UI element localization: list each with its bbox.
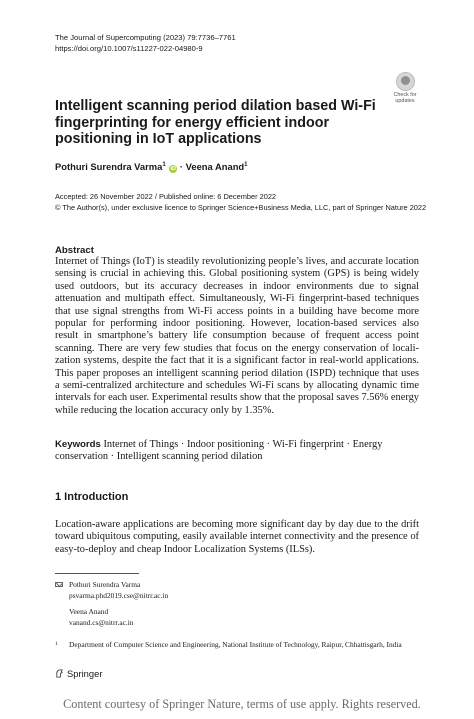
keywords-label: Keywords <box>55 439 101 450</box>
section-heading: 1 Introduction <box>55 491 129 503</box>
author-name[interactable]: Pothuri Surendra Varma <box>55 161 163 172</box>
journal-citation: The Journal of Supercomputing (2023) 79:7736–7761 <box>55 33 236 42</box>
check-updates-line1: Check for <box>393 92 417 98</box>
publication-info <box>55 191 435 213</box>
footnote-divider <box>55 573 139 574</box>
publisher-name: Springer <box>67 668 103 679</box>
section-text: Location-aware applications are becoming more significant day by day due to the drift toward ubiquitous computing, easily available internet connectivity and the presence of easy-to-deploy and cheap Indoor Localization Systems (ILSs). <box>55 519 419 555</box>
footnote-author-email[interactable]: vanand.cs@nitrr.ac.in <box>69 617 134 627</box>
paper-title: Intelligent scanning period dilation based Wi-Fi fingerprinting for energy efficient indoor positioning in IoT applications <box>55 98 376 147</box>
footnote-author-name: Veena Anand <box>69 607 109 617</box>
courtesy-notice: Content courtesy of Springer Nature, terms of use apply. Rights reserved. <box>63 697 421 711</box>
author-affiliation-marker: 1 <box>162 161 166 168</box>
springer-horse-logo <box>55 669 64 678</box>
check-updates-line2: updates <box>395 98 415 104</box>
keywords-text: Internet of Things · Indoor positioning · Wi-Fi fingerprint · Energy conservation · Intelligent scanning period dilation <box>55 439 383 463</box>
mail-icon <box>55 582 63 587</box>
footnotes <box>55 580 435 651</box>
copyright-line: © The Author(s), under exclusive licence to Springer Science+Business Media, LLC, part of Springer Nature 2022 <box>55 203 427 212</box>
author-separator: · <box>177 161 186 172</box>
author-affiliation-marker: 1 <box>244 161 248 168</box>
orcid-icon[interactable]: iD <box>170 166 177 172</box>
check-for-updates-badge[interactable] <box>388 72 422 104</box>
footnote-author-email[interactable]: psvarma.phd2019.cse@nitrr.ac.in <box>69 590 169 600</box>
coauthor <box>55 607 435 628</box>
footnote-author-name: Pothuri Surendra Varma <box>69 580 141 589</box>
dates-line: Accepted: 26 November 2022 / Published online: 6 December 2022 <box>55 192 277 201</box>
publisher-mark <box>55 668 102 679</box>
corresponding-author <box>55 580 435 601</box>
author-list <box>55 161 248 173</box>
affiliation <box>55 640 435 651</box>
keywords <box>55 439 419 464</box>
check-for-updates-icon <box>396 72 415 91</box>
affiliation-text: Department of Computer Science and Engineering, National Institute of Technology, Raipur, Chhattisgarh, India <box>69 640 402 650</box>
author-name[interactable]: Veena Anand <box>185 161 245 172</box>
abstract-heading: Abstract <box>55 245 94 256</box>
abstract-text: Internet of Things (IoT) is steadily revolutionizing people’s lives, and accurate location sensing is crucial in achieving this. Global positioning system (GPS) is being widely used outdoors, but its accuracy decreases in indoor environments due to signal attenuation and multipath effect. Simultaneously, Wi-Fi fingerprint-based techniques that use signal strengths from Wi-Fi access points in a building have become more popular for performing indoor positioning. However, location-based services also result in smartphone’s battery life consumption because of frequent access point scanning. There are very few studies that focus on the energy conservation of localization systems, despite the fact that it is a significant factor in real-world applications. This paper proposes an intelligent scanning period dilation (ISPD) technique that uses a semi-centralized architecture and schedules Wi-Fi scans by allocating dynamic time intervals for each user. Experimental results show that the proposal saves 7.56% energy while reducing the location accuracy only by 1.35%. <box>55 256 419 416</box>
doi-link[interactable]: https://doi.org/10.1007/s11227-022-04980-9 <box>55 44 203 53</box>
affiliation-number: 1 <box>55 641 58 648</box>
